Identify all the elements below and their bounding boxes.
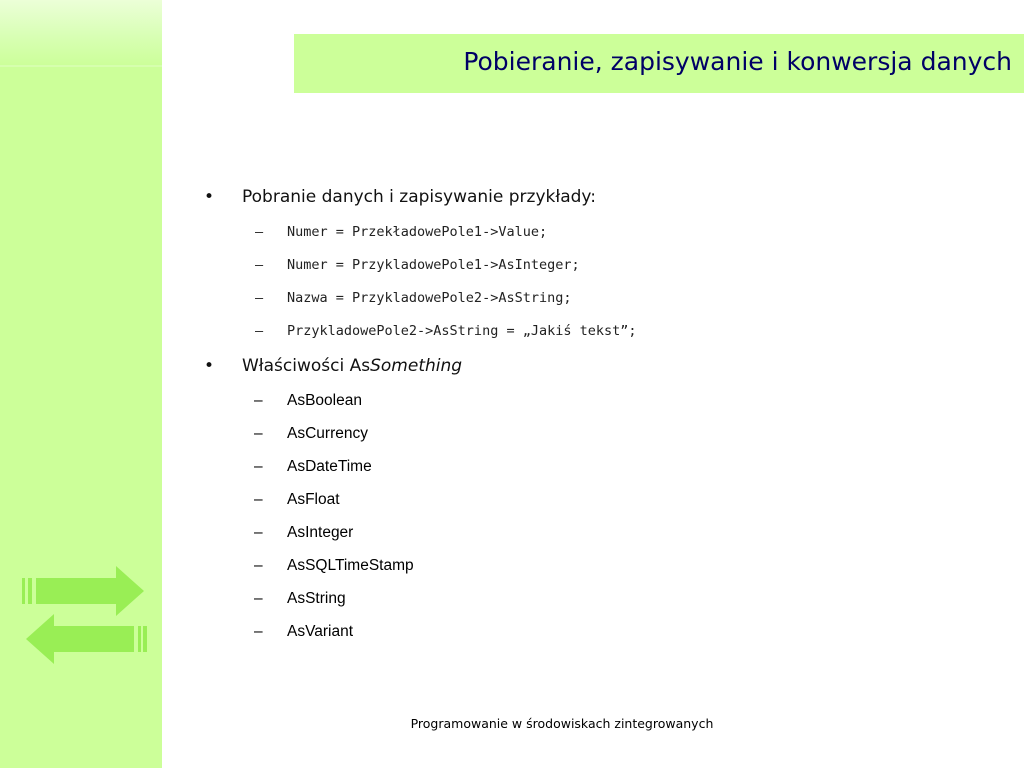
sub-item: – AsDateTime	[200, 452, 1000, 485]
property-name: AsString	[287, 590, 346, 607]
sub-item: – AsInteger	[200, 518, 1000, 551]
property-name: AsSQLTimeStamp	[287, 557, 414, 574]
bullet-dot: •	[204, 356, 215, 376]
sidebar-panel	[0, 0, 162, 768]
sub-item-code: – Numer = PrzekładowePole1->Value;	[200, 217, 1000, 250]
code-line: PrzykladowePole2->AsString = „Jakiś tekst”;	[287, 323, 637, 339]
bullet-item	[200, 353, 1000, 386]
title-bar	[294, 34, 1024, 93]
slide-title: Pobieranie, zapisywanie i konwersja danych	[463, 47, 1012, 76]
sidebar-header-gradient	[0, 0, 162, 66]
bullet-text: Pobranie danych i zapisywanie przykłady:	[242, 187, 596, 207]
sub-item: – AsCurrency	[200, 419, 1000, 452]
property-name: AsCurrency	[287, 425, 368, 442]
sub-item: – AsVariant	[200, 617, 1000, 650]
bullet-item	[200, 184, 1000, 217]
sub-item: – AsSQLTimeStamp	[200, 551, 1000, 584]
slide-content	[200, 184, 1000, 650]
sub-item-code: – PrzykladowePole2->AsString = „Jakiś tekst”;	[200, 316, 1000, 349]
property-name: AsFloat	[287, 491, 340, 508]
sub-item: – AsString	[200, 584, 1000, 617]
property-name: AsInteger	[287, 524, 354, 541]
double-arrow-icon	[22, 564, 148, 666]
sub-item-code: – Numer = PrzykladowePole1->AsInteger;	[200, 250, 1000, 283]
code-line: Numer = PrzykladowePole1->AsInteger;	[287, 257, 580, 273]
bullet-text: Właściwości AsSomething	[242, 356, 463, 376]
property-name: AsBoolean	[287, 392, 362, 409]
sub-item-code: – Nazwa = PrzykladowePole2->AsString;	[200, 283, 1000, 316]
sub-item: – AsBoolean	[200, 386, 1000, 419]
code-line: Nazwa = PrzykladowePole2->AsString;	[287, 290, 572, 306]
bullet-dot: •	[204, 187, 215, 207]
code-line: Numer = PrzekładowePole1->Value;	[287, 224, 548, 240]
bullet-text-italic: Something	[370, 356, 463, 376]
property-name: AsVariant	[287, 623, 354, 640]
slide-footer: Programowanie w środowiskach zintegrowanych	[410, 716, 714, 731]
sidebar-divider	[0, 65, 162, 67]
sub-item: – AsFloat	[200, 485, 1000, 518]
property-name: AsDateTime	[287, 458, 372, 475]
